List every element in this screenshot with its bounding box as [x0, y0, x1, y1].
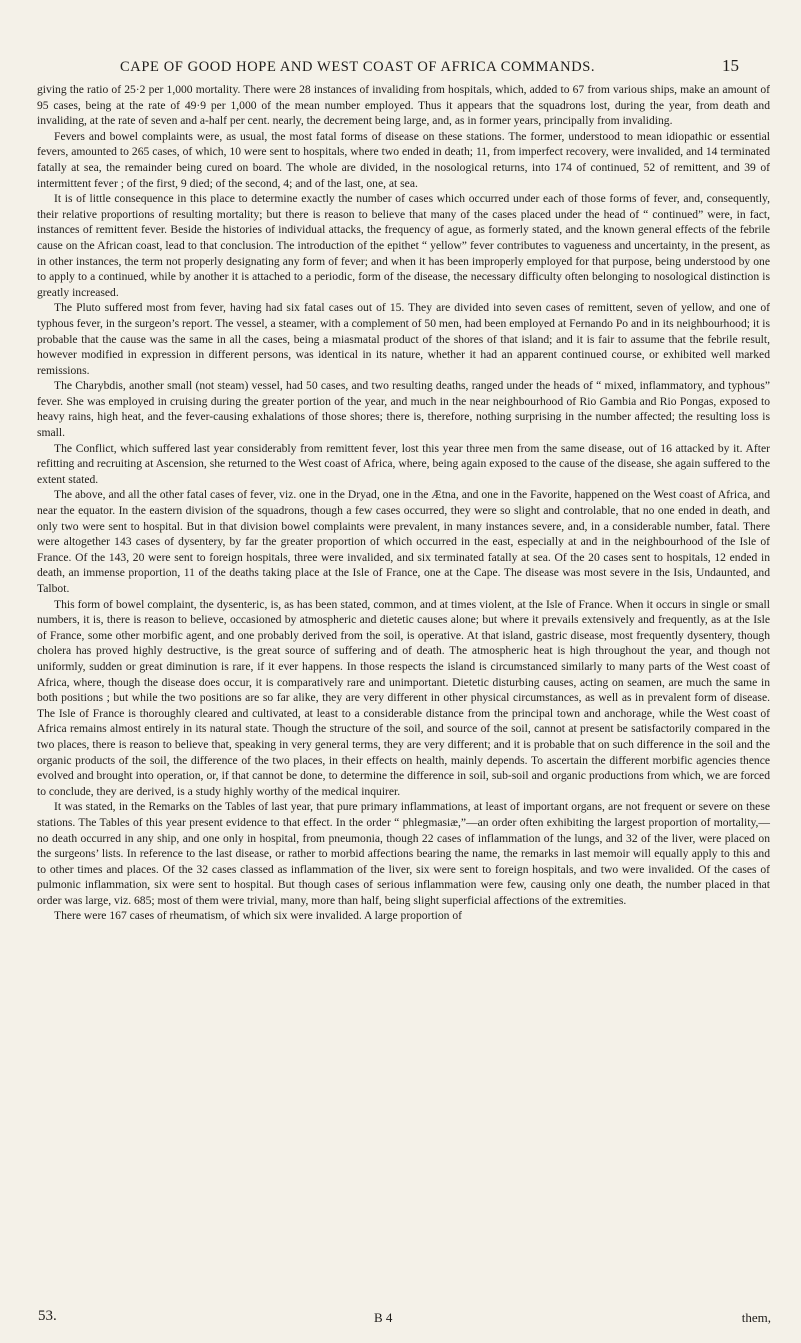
page-number: 15	[722, 56, 739, 75]
running-title: CAPE OF GOOD HOPE AND WEST COAST OF AFRICA COMMANDS.	[120, 59, 596, 75]
page-footer	[38, 1308, 771, 1328]
paragraph: The Pluto suffered most from fever, having had six fatal cases out of 15. They are divided into seven cases of remittent, seven of yellow, and one of typhous fever, in the surgeon’s report. The vessel, a steamer, with a complement of 50 men, had been employed at Fernando Po and in its neighbourhood; it is probable that the cause was the same in all the cases, being a miasmatal product of the shores of that island; and it is fair to assume that the febrile result, however modified in expression in different persons, was identical in its nature, whether it had an apparent continued course, or exhibited well marked remissions.	[37, 301, 770, 377]
running-head	[120, 56, 739, 76]
signature-number: 53.	[38, 1308, 57, 1324]
paragraph: The Charybdis, another small (not steam) vessel, had 50 cases, and two resulting deaths, ranged under the heads of “ mixed, inflammatory, and typhous” fever. She was employed in cruising during the greater portion of the year, and much in the near neighbourhood of Rio Gambia and Rio Pongas, exposed to heavy rains, high heat, and the fever-causing exhalations of those shores; there is, therefore, nothing surprising in the number affected; the resulting loss is small.	[37, 379, 770, 440]
paragraph: giving the ratio of 25·2 per 1,000 mortality. There were 28 instances of invaliding from hospitals, which, added to 67 from various ships, make an amount of 95 cases, being at the rate of 49·9 per 1,000 of the mean number employed. Thus it appears that the squadrons lost, during the year, from death and invaliding, at the rate of seven and a-half per cent. nearly, the decrement being large, and, as in former years, principally from invaliding.	[37, 83, 770, 128]
paragraph: There were 167 cases of rheumatism, of which six were invalided. A large proportion of	[54, 909, 463, 923]
paragraph: The above, and all the other fatal cases of fever, viz. one in the Dryad, one in the Ætna, and one in the Favorite, happened on the West coast of Africa, and near the equator. In the eastern division of the squadrons, though a few cases occurred, they were so slight and controlable, that no one ended in death, and only two were sent to hospital. But in that division bowel complaints were prevalent, in many instances severe, and, in a considerable number, fatal. There were altogether 143 cases of dysentery, by far the greater proportion of which occurred in the east, especially at and in the neighbourhood of the Isle of France. Of the 143, 20 were sent to foreign hospitals, three were invalided, and six terminated fatally at sea. Of the 20 cases sent to hospitals, 12 ended in death, an immense proportion, 11 of the deaths taking place at the Isle of France, one at the Cape. The disease was most severe in the Isis, Undaunted, and Talbot.	[37, 488, 770, 595]
paragraph: It was stated, in the Remarks on the Tables of last year, that pure primary inflammations, at least of important organs, are not frequent or severe on these stations. The Tables of this year present evidence to that effect. In the order “ phlegmasiæ,”—an order often exhibiting the largest proportion of mortality,—no death occurred in any ship, and one only in hospital, from pneumonia, though 22 cases of inflammation of the lungs, and 32 of the liver, were placed on the surgeons’ lists. In reference to the last disease, or rather to morbid affections bearing the name, the remarks in last memoir will equally apply to this and to other times and places. Of the 32 cases classed as inflammation of the liver, six were sent to foreign hospitals, and two were invalided. Of the cases of pulmonic inflammation, six were sent to hospital. But though cases of serious inflammation were few, causing only one death, the number placed in that order was large, viz. 685; most of them were trivial, many, more than half, being slight superficial affections of the extremities.	[37, 800, 770, 907]
body-text	[37, 82, 770, 924]
catchword: them,	[741, 1310, 771, 1325]
paragraph: The Conflict, which suffered last year considerably from remittent fever, lost this year three men from the same disease, out of 16 attacked by it. After refitting and recruiting at Ascension, she returned to the West coast of Africa, where, being again exposed to the cause of the disease, she again suffered to the extent stated.	[37, 441, 770, 486]
paragraph: Fevers and bowel complaints were, as usual, the most fatal forms of disease on these stations. The former, understood to mean idiopathic or essential fevers, amounted to 265 cases, of which, 10 were sent to hospitals, where two ended in death; 11, from imperfect recovery, were invalided, and 14 terminated fatally at sea, the remainder being cured on board. The whole are divided, in the nosological returns, into 174 of continued, 52 of remittent, and 39 of intermittent fever ; of the first, 9 died; of the second, 4; and of the last, one, at sea.	[37, 129, 770, 190]
printer-signature-mark: B 4	[374, 1310, 393, 1325]
paragraph: It is of little consequence in this place to determine exactly the number of cases which occurred under each of those forms of fever, and, consequently, their relative proportions of resulting mortality; but there is reason to believe that many of the cases placed under the head of “ continued” were, in fact, instances of remittent fever. Beside the histories of individual attacks, the frequency of ague, as formerly stated, and the known general effects of the febrile cause on the African coast, lead to that conclusion. The introduction of the epithet “ yellow” fever contributes to vagueness and uncertainty, in the present, as in other instances, the term not properly designating any form of fever; and when it has been improperly employed for that purpose, being understood by one to apply to a continued, while by another it is attached to a periodic, form of the disease, the necessary difficulty often belonging to nosological distinction is greatly increased.	[37, 192, 770, 299]
paragraph: This form of bowel complaint, the dysenteric, is, as has been stated, common, and at times violent, at the Isle of France. When it occurs in single or small numbers, it is, there is reason to believe, occasioned by atmospheric and dietetic causes alone; but where it prevails extensively and frequently, as at the Isle of France, some other morbific agent, and one probably derived from the soil, is operative. At that island, gastric disease, most frequently dysentery, though cholera has proved highly destructive, is the great source of suffering and of death. The atmospheric heat is high throughout the year, and though not uniformly, sudden or great diminution is rare, if it ever happens. In those respects the island is circumstanced similarly to many parts of the West coast of Africa, where, though the disease does occur, it is comparatively rare and unimportant. Dietetic disturbing causes, acting on seamen, are much the same in both positions ; but while the two positions are so far alike, they are very different in other physical circumstances, as well as in prevalent form of disease. The Isle of France is thoroughly cleared and cultivated, at least to a considerable distance from the principal town and anchorage, while the West coast of Africa remains almost entirely in its natural state. Though the structure of the soil, and source of the soil, cannot at present be satisfactorily compared in the two places, there is reason to believe that, speaking in very general terms, they are very different; and it is probable that on such difference in the soil and the organic products of the soil, the difference of the two places, in their effects on health, mainly depends. To ascertain the different morbific agencies thence evolved and brought into operation, or, if that cannot be done, to determine the difference in soil, sub-soil and organic productions from which, we are forced to conclude, they are derived, is a study highly worthy of the medical inquirer.	[37, 597, 770, 798]
